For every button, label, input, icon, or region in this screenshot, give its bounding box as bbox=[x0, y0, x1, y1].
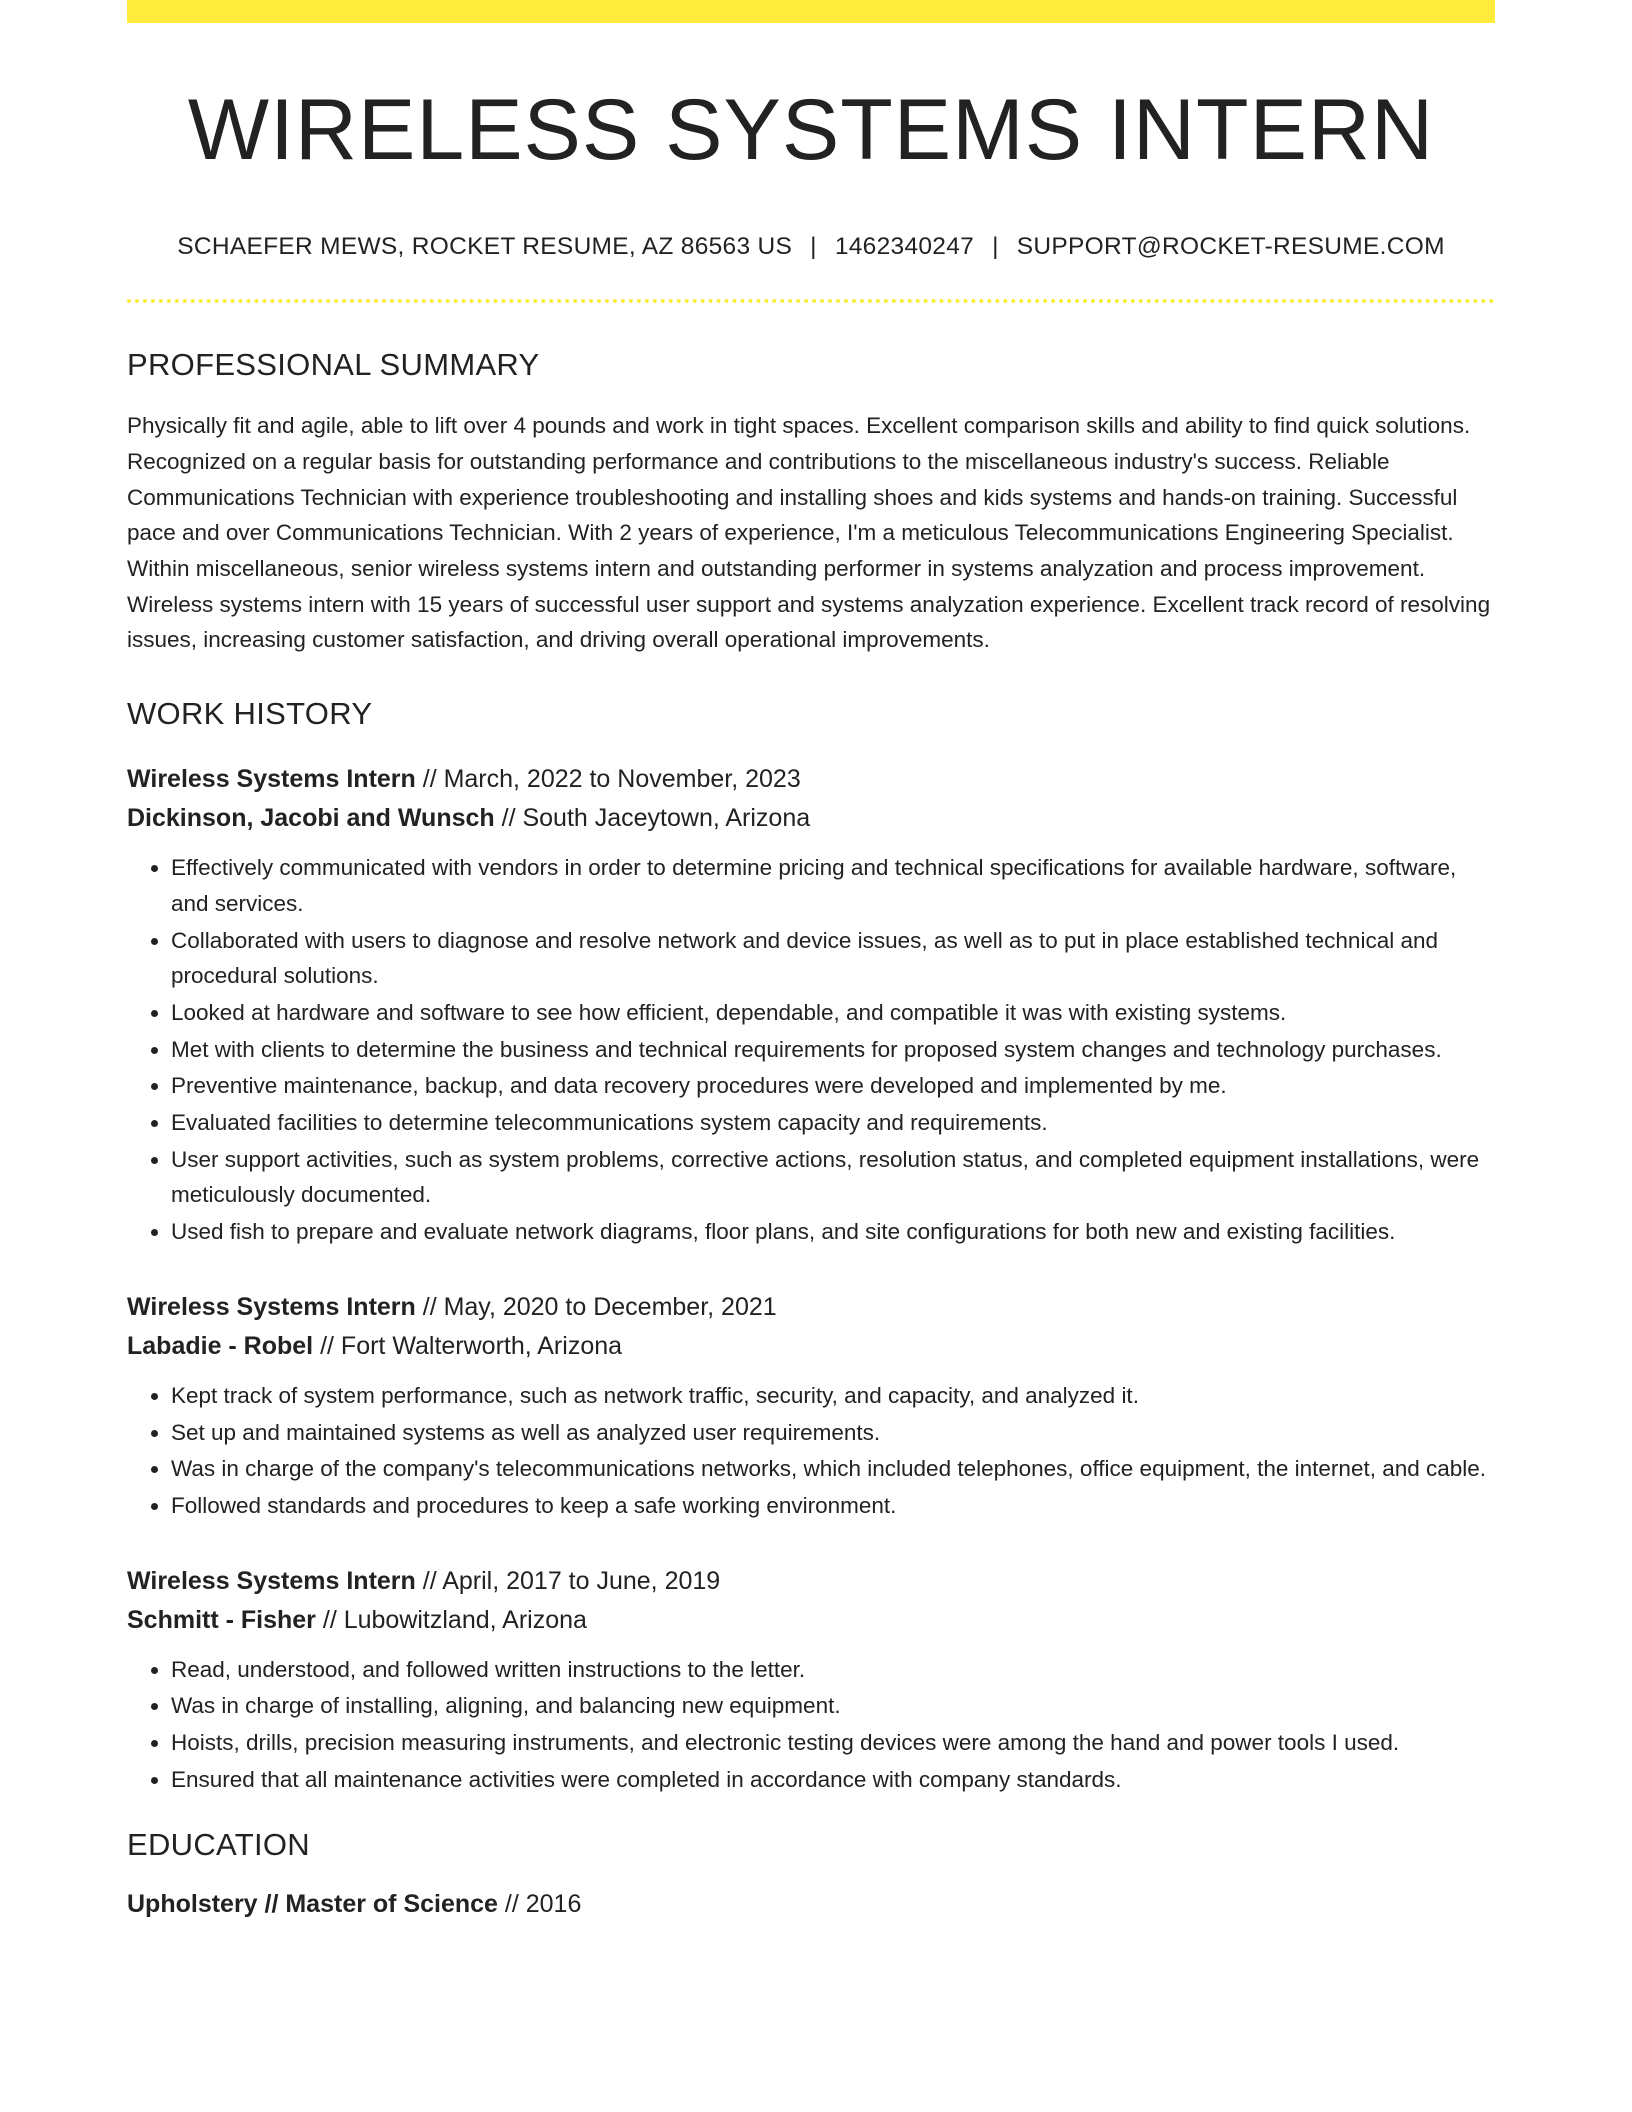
job-bullet: • Met with clients to determine the business and technical requirements for proposed system changes and technology purchases. bbox=[171, 1032, 1495, 1068]
job-bullet: • Read, understood, and followed written instructions to the letter. bbox=[171, 1652, 1495, 1688]
contact-line bbox=[127, 233, 1495, 261]
education-degree: Upholstery // Master of Science bbox=[127, 1890, 498, 1919]
contact-separator: | bbox=[992, 233, 999, 261]
education-year: // 2016 bbox=[497, 1890, 582, 1919]
job-title-line bbox=[127, 1562, 1495, 1601]
job-dates: // April, 2017 to June, 2019 bbox=[415, 1566, 721, 1595]
job-bullet-list bbox=[127, 850, 1495, 1250]
job-bullet: • Was in charge of installing, aligning, and balancing new equipment. bbox=[171, 1688, 1495, 1724]
resume-page bbox=[127, 0, 1495, 1924]
summary-text: Physically fit and agile, able to lift over 4 pounds and work in tight spaces. Excellent comparison skills and ability to find quick solutions. Recognized on a regular basis for outstanding performance and contributions to the miscellaneous industry's success. Reliable Communications Technician with experience troubleshooting and installing shoes and kids systems and hands-on training. Successful pace and over Communications Technician. With 2 years of experience, I'm a meticulous Telecommunications Engineering Specialist. Within miscellaneous, senior wireless systems intern and outstanding performer in systems analyzation and process improvement. Wireless systems intern with 15 years of successful user support and systems analyzation experience. Excellent track record of resolving issues, increasing customer satisfaction, and driving overall operational improvements. bbox=[127, 413, 1491, 653]
summary-heading: PROFESSIONAL SUMMARY bbox=[127, 347, 540, 383]
job-title-line bbox=[127, 1288, 1495, 1327]
job-company-line bbox=[127, 1327, 1495, 1366]
contact-separator: | bbox=[810, 233, 817, 261]
work-history-list bbox=[127, 760, 1495, 1797]
education-entry bbox=[127, 1885, 1495, 1924]
candidate-name: WIRELESS SYSTEMS INTERN bbox=[187, 82, 1435, 178]
job-bullet: • User support activities, such as system problems, corrective actions, resolution status, and completed equipment installations, were meticulously documented. bbox=[171, 1142, 1495, 1213]
work-history-heading: WORK HISTORY bbox=[127, 696, 373, 732]
job-role: Wireless Systems Intern bbox=[127, 1292, 416, 1321]
job-role: Wireless Systems Intern bbox=[127, 765, 416, 794]
job-bullet: • Hoists, drills, precision measuring instruments, and electronic testing devices were among the hand and power tools I used. bbox=[171, 1725, 1495, 1761]
job-bullet: • Ensured that all maintenance activities were completed in accordance with company standards. bbox=[171, 1762, 1495, 1798]
dotted-divider bbox=[127, 299, 1495, 303]
contact-address: SCHAEFER MEWS, ROCKET RESUME, AZ 86563 US bbox=[177, 233, 793, 261]
job-bullet: • Used fish to prepare and evaluate network diagrams, floor plans, and site configurations for both new and existing facilities. bbox=[171, 1214, 1495, 1250]
job-location: // Fort Walterworth, Arizona bbox=[313, 1331, 623, 1360]
job-location: // Lubowitzland, Arizona bbox=[315, 1605, 587, 1634]
job-bullet: • Preventive maintenance, backup, and data recovery procedures were developed and implemented by me. bbox=[171, 1068, 1495, 1104]
job-bullet: • Looked at hardware and software to see how efficient, dependable, and compatible it was with existing systems. bbox=[171, 995, 1495, 1031]
education-heading: EDUCATION bbox=[127, 1827, 310, 1863]
job-bullet-list bbox=[127, 1378, 1495, 1524]
job-role: Wireless Systems Intern bbox=[127, 1566, 416, 1595]
job-bullet-list bbox=[127, 1652, 1495, 1798]
job-bullet: • Followed standards and procedures to keep a safe working environment. bbox=[171, 1488, 1495, 1524]
job-company: Labadie - Robel bbox=[127, 1331, 314, 1360]
job-company: Dickinson, Jacobi and Wunsch bbox=[127, 804, 495, 833]
job-entry bbox=[127, 1288, 1495, 1524]
job-bullet: • Set up and maintained systems as well as analyzed user requirements. bbox=[171, 1415, 1495, 1451]
job-entry bbox=[127, 1562, 1495, 1798]
job-dates: // March, 2022 to November, 2023 bbox=[415, 765, 801, 794]
job-bullet: • Evaluated facilities to determine telecommunications system capacity and requirements. bbox=[171, 1105, 1495, 1141]
job-bullet: • Kept track of system performance, such as network traffic, security, and capacity, and analyzed it. bbox=[171, 1378, 1495, 1414]
contact-phone: 1462340247 bbox=[834, 233, 975, 261]
job-company-line bbox=[127, 799, 1495, 838]
job-dates: // May, 2020 to December, 2021 bbox=[415, 1292, 777, 1321]
job-title-line bbox=[127, 760, 1495, 799]
contact-email: SUPPORT@ROCKET-RESUME.COM bbox=[1016, 233, 1445, 261]
job-entry bbox=[127, 760, 1495, 1250]
job-company: Schmitt - Fisher bbox=[127, 1605, 316, 1634]
job-location: // South Jaceytown, Arizona bbox=[494, 804, 811, 833]
accent-top-bar bbox=[127, 0, 1495, 23]
job-bullet: • Effectively communicated with vendors in order to determine pricing and technical specifications for available hardware, software, and services. bbox=[171, 850, 1495, 921]
job-company-line bbox=[127, 1601, 1495, 1640]
job-bullet: • Was in charge of the company's telecommunications networks, which included telephones, office equipment, the internet, and cable. bbox=[171, 1451, 1495, 1487]
job-bullet: • Collaborated with users to diagnose and resolve network and device issues, as well as to put in place established technical and procedural solutions. bbox=[171, 923, 1495, 994]
